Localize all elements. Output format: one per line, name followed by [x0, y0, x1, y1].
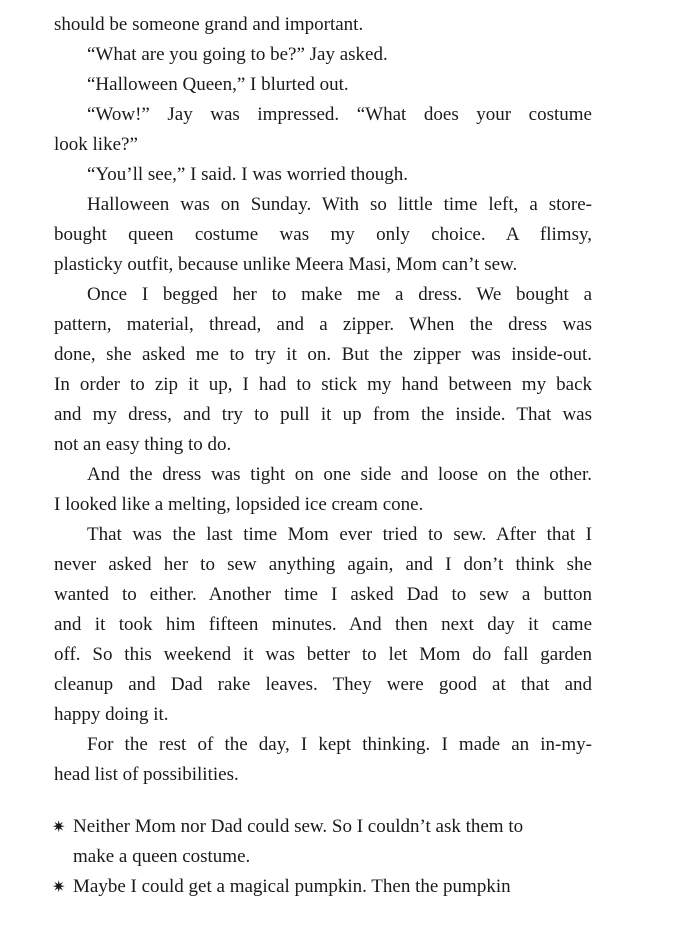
text-line: wanted to either. Another time I asked Dad to sew a button: [54, 584, 592, 605]
text-line: In order to zip it up, I had to stick my hand between my back: [54, 374, 592, 395]
asterisk-bullet-icon: ✷: [52, 817, 66, 836]
text-line: and my dress, and try to pull it up from the inside. That was: [54, 404, 592, 425]
text-line: and it took him fifteen minutes. And then next day it came: [54, 614, 592, 635]
text-line: I looked like a melting, lopsided ice cream cone.: [54, 494, 424, 515]
list-item-continuation: [54, 842, 592, 872]
text-line: done, she asked me to try it on. But the zipper was inside-out.: [54, 344, 592, 365]
text-line: happy doing it.: [54, 704, 169, 725]
text-line: off. So this weekend it was better to let Mom do fall garden: [54, 644, 592, 665]
list-item: [54, 812, 592, 842]
text-line: look like?”: [54, 134, 138, 155]
text-line: cleanup and Dad rake leaves. They were good at that and: [54, 674, 592, 695]
body-text: [54, 10, 592, 902]
possibilities-list: [54, 812, 592, 902]
list-item: [54, 872, 592, 902]
list-item-text: Maybe I could get a magical pumpkin. Then the pumpkin: [73, 876, 511, 897]
text-line: For the rest of the day, I kept thinking. I made an in-my-: [87, 734, 592, 755]
text-line: And the dress was tight on one side and loose on the other.: [87, 464, 592, 485]
text-line: head list of possibilities.: [54, 764, 239, 785]
text-line: “Wow!” Jay was impressed. “What does your costume: [87, 104, 592, 125]
list-item-text: Neither Mom nor Dad could sew. So I couldn’t ask them to: [73, 816, 524, 837]
text-line: “Halloween Queen,” I blurted out.: [87, 74, 349, 95]
list-item-text: make a queen costume.: [73, 846, 251, 867]
asterisk-bullet-icon: ✷: [52, 877, 66, 896]
text-line: pattern, material, thread, and a zipper. When the dress was: [54, 314, 592, 335]
text-line: That was the last time Mom ever tried to sew. After that I: [87, 524, 592, 545]
text-line: Halloween was on Sunday. With so little time left, a store-: [87, 194, 592, 215]
text-line: “You’ll see,” I said. I was worried though.: [87, 164, 409, 185]
text-line: should be someone grand and important.: [54, 14, 364, 35]
text-line: not an easy thing to do.: [54, 434, 232, 455]
text-line: Once I begged her to make me a dress. We bought a: [87, 284, 592, 305]
text-line: plasticky outfit, because unlike Meera Masi, Mom can’t sew.: [54, 254, 518, 275]
text-line: never asked her to sew anything again, and I don’t think she: [54, 554, 592, 575]
text-line: bought queen costume was my only choice. A flimsy,: [54, 224, 592, 245]
text-line: “What are you going to be?” Jay asked.: [87, 44, 388, 65]
